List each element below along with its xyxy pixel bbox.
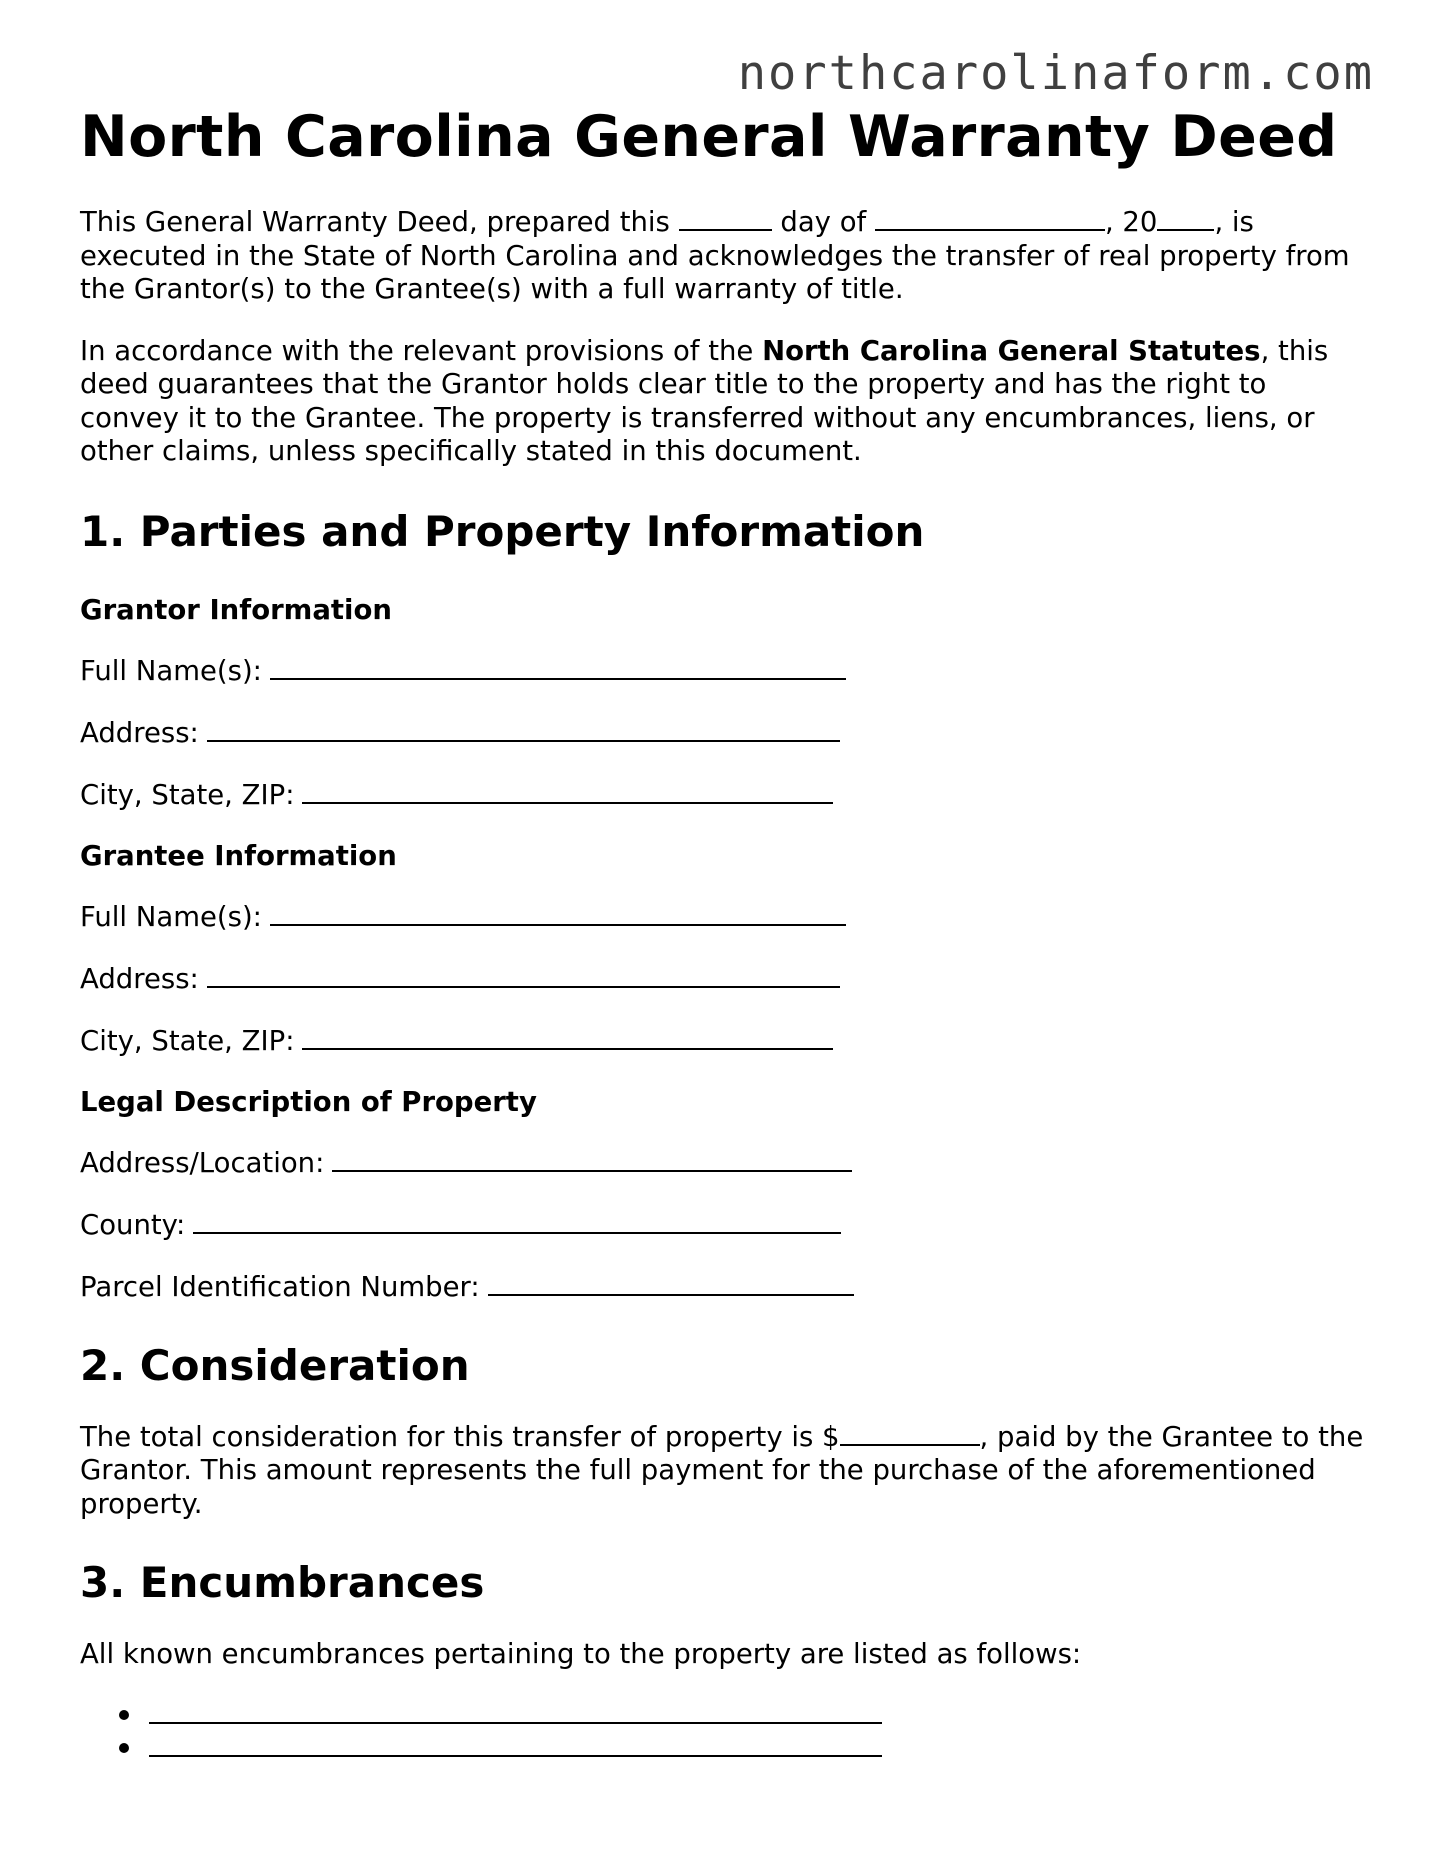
- grantee-city-state-zip-blank[interactable]: [302, 1024, 833, 1050]
- intro-paragraph-2: [80, 335, 1370, 469]
- grantor-full-name-blank[interactable]: [270, 654, 846, 680]
- bullet-icon: [119, 1710, 129, 1720]
- field-label: City, State, ZIP:: [80, 1024, 295, 1057]
- list-item: [149, 1731, 1370, 1764]
- field-label: City, State, ZIP:: [80, 778, 295, 811]
- intro-text: day of: [771, 206, 875, 238]
- grantor-heading: Grantor Information: [80, 593, 392, 626]
- parcel-id-blank[interactable]: [488, 1270, 854, 1296]
- grantor-full-name-field: [80, 654, 1370, 688]
- field-label: Address:: [80, 716, 199, 749]
- encumbrance-blank-1[interactable]: [149, 1698, 882, 1724]
- grantor-city-state-zip-field: [80, 778, 1370, 812]
- intro-text: , this deed guarantees that the Grantor holds clear title to the property and has the right to convey it to the Grantee. The property is transferred without any encumbrances, liens, or other claims, unless specifically stated in this document.: [80, 334, 1329, 467]
- year-blank[interactable]: [1157, 207, 1214, 231]
- parcel-id-field: [80, 1270, 1370, 1304]
- grantee-city-state-zip-field: [80, 1024, 1370, 1058]
- grantee-full-name-field: [80, 900, 1370, 934]
- field-label: County:: [80, 1208, 186, 1241]
- month-blank[interactable]: [875, 207, 1105, 231]
- grantee-address-field: [80, 962, 1370, 996]
- statutes-reference: North Carolina General Statutes: [762, 334, 1261, 367]
- grantee-heading: Grantee Information: [80, 839, 397, 872]
- field-label: Parcel Identification Number:: [80, 1270, 480, 1303]
- grantor-address-blank[interactable]: [207, 716, 840, 742]
- property-heading: Legal Description of Property: [80, 1085, 537, 1118]
- watermark: northcarolinaform.com: [737, 46, 1374, 101]
- document-title: North Carolina General Warranty Deed: [80, 104, 1338, 170]
- property-address-blank[interactable]: [332, 1146, 852, 1172]
- field-label: Full Name(s):: [80, 900, 262, 933]
- amount-blank[interactable]: [840, 1422, 980, 1446]
- consideration-paragraph: [80, 1421, 1370, 1522]
- consideration-text: The total consideration for this transfer of property is $: [80, 1420, 840, 1453]
- day-blank[interactable]: [679, 207, 772, 231]
- county-field: [80, 1208, 1370, 1242]
- county-blank[interactable]: [193, 1208, 841, 1234]
- section-3-heading: 3. Encumbrances: [80, 1558, 485, 1607]
- intro-text: , 20: [1104, 206, 1158, 238]
- field-label: Address/Location:: [80, 1146, 325, 1179]
- consideration-text: , paid by the Grantee to the Grantor. This amount represents the full payment for the purchase of the aforementioned property.: [80, 1420, 1364, 1520]
- grantor-address-field: [80, 716, 1370, 750]
- intro-text: , is executed in the State of North Carolina and acknowledges the transfer of real property from the Grantor(s) to the Grantee(s) with a full warranty of title.: [80, 206, 1350, 305]
- encumbrances-intro: All known encumbrances pertaining to the property are listed as follows:: [80, 1638, 1082, 1670]
- encumbrances-list: [80, 1698, 1370, 1764]
- list-item: [149, 1698, 1370, 1731]
- field-label: Full Name(s):: [80, 654, 262, 687]
- section-1-heading: 1. Parties and Property Information: [80, 506, 925, 556]
- grantee-address-blank[interactable]: [207, 962, 840, 988]
- document-page: [80, 104, 1370, 1764]
- field-label: Address:: [80, 962, 199, 995]
- bullet-icon: [119, 1743, 129, 1753]
- property-address-field: [80, 1146, 1370, 1180]
- encumbrance-blank-2[interactable]: [149, 1731, 882, 1757]
- section-2-heading: 2. Consideration: [80, 1340, 470, 1390]
- intro-text: This General Warranty Deed, prepared this: [80, 206, 679, 238]
- grantor-city-state-zip-blank[interactable]: [302, 778, 833, 804]
- intro-text: In accordance with the relevant provisions of the: [80, 334, 763, 367]
- intro-paragraph-1: [80, 206, 1370, 307]
- grantee-full-name-blank[interactable]: [270, 900, 846, 926]
